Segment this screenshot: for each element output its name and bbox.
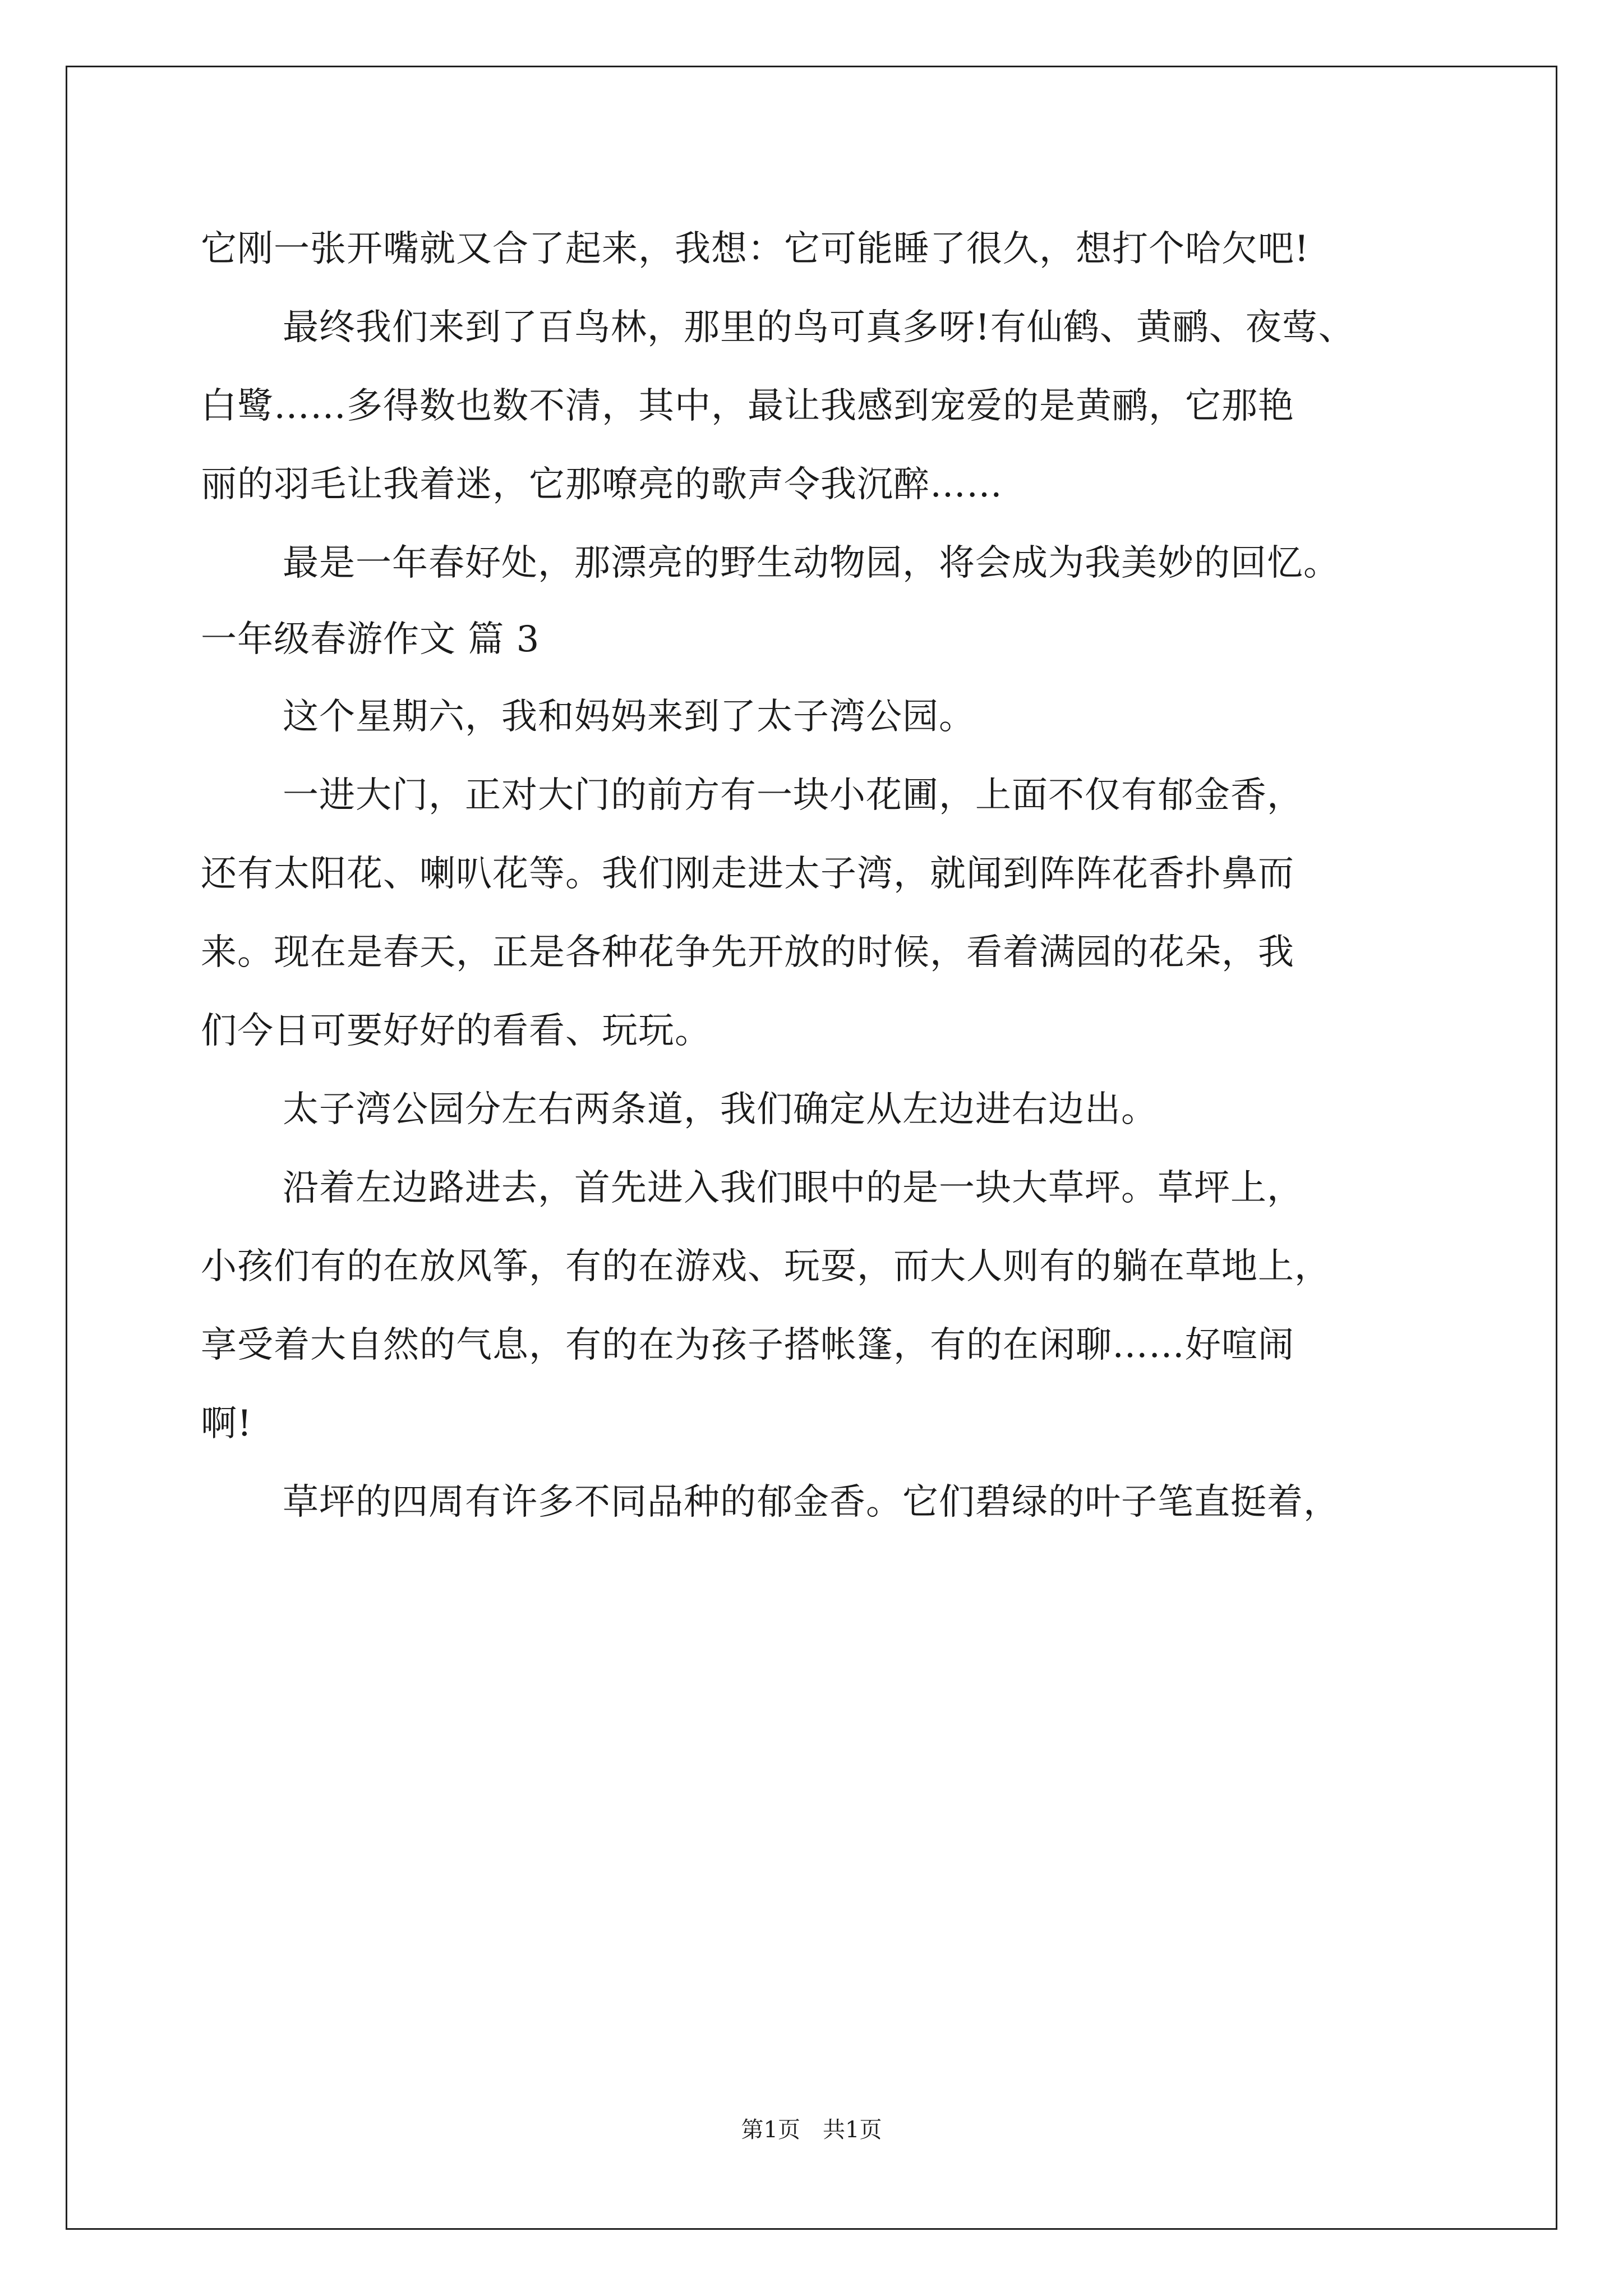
text-line: 享受着大自然的气息，有的在为孩子搭帐篷，有的在闲聊……好喧闹 <box>201 1324 1294 1366</box>
text-line: 它刚一张开嘴就又合了起来，我想：它可能睡了很久，想打个哈欠吧! <box>201 228 1310 270</box>
text-line: 还有太阳花、喇叭花等。我们刚走进太子湾，就闻到阵阵花香扑鼻而 <box>201 853 1294 895</box>
section-heading: 一年级春游作文 篇 3 <box>201 619 540 660</box>
page-footer <box>0 2116 1623 2144</box>
text-line: 白鹭……多得数也数不清，其中，最让我感到宠爱的是黄鹂，它那艳 <box>201 385 1294 427</box>
page-number-current: 第1页 <box>741 2117 800 2143</box>
text-line: 一进大门，正对大门的前方有一块小花圃，上面不仅有郁金香， <box>283 775 1303 816</box>
text-line: 小孩们有的在放风筝，有的在游戏、玩耍，而大人则有的躺在草地上， <box>201 1246 1331 1287</box>
page-number-total: 共1页 <box>823 2117 882 2143</box>
text-line: 们今日可要好好的看看、玩玩。 <box>201 1010 711 1052</box>
text-line: 沿着左边路进去，首先进入我们眼中的是一块大草坪。草坪上， <box>283 1167 1303 1209</box>
text-line: 啊! <box>201 1403 252 1444</box>
text-line: 丽的羽毛让我着迷，它那嘹亮的歌声令我沉醉…… <box>201 464 1003 505</box>
text-line: 最是一年春好处，那漂亮的野生动物园，将会成为我美妙的回忆。 <box>283 542 1340 584</box>
text-line: 最终我们来到了百鸟林，那里的鸟可真多呀!有仙鹤、黄鹂、夜莺、 <box>283 307 1355 348</box>
text-line: 来。现在是春天，正是各种花争先开放的时候，看着满园的花朵，我 <box>201 932 1294 973</box>
text-line: 太子湾公园分左右两条道，我们确定从左边进右边出。 <box>283 1089 1158 1130</box>
text-line: 草坪的四周有许多不同品种的郁金香。它们碧绿的叶子笔直挺着， <box>283 1481 1340 1523</box>
text-line: 这个星期六，我和妈妈来到了太子湾公园。 <box>283 696 975 738</box>
